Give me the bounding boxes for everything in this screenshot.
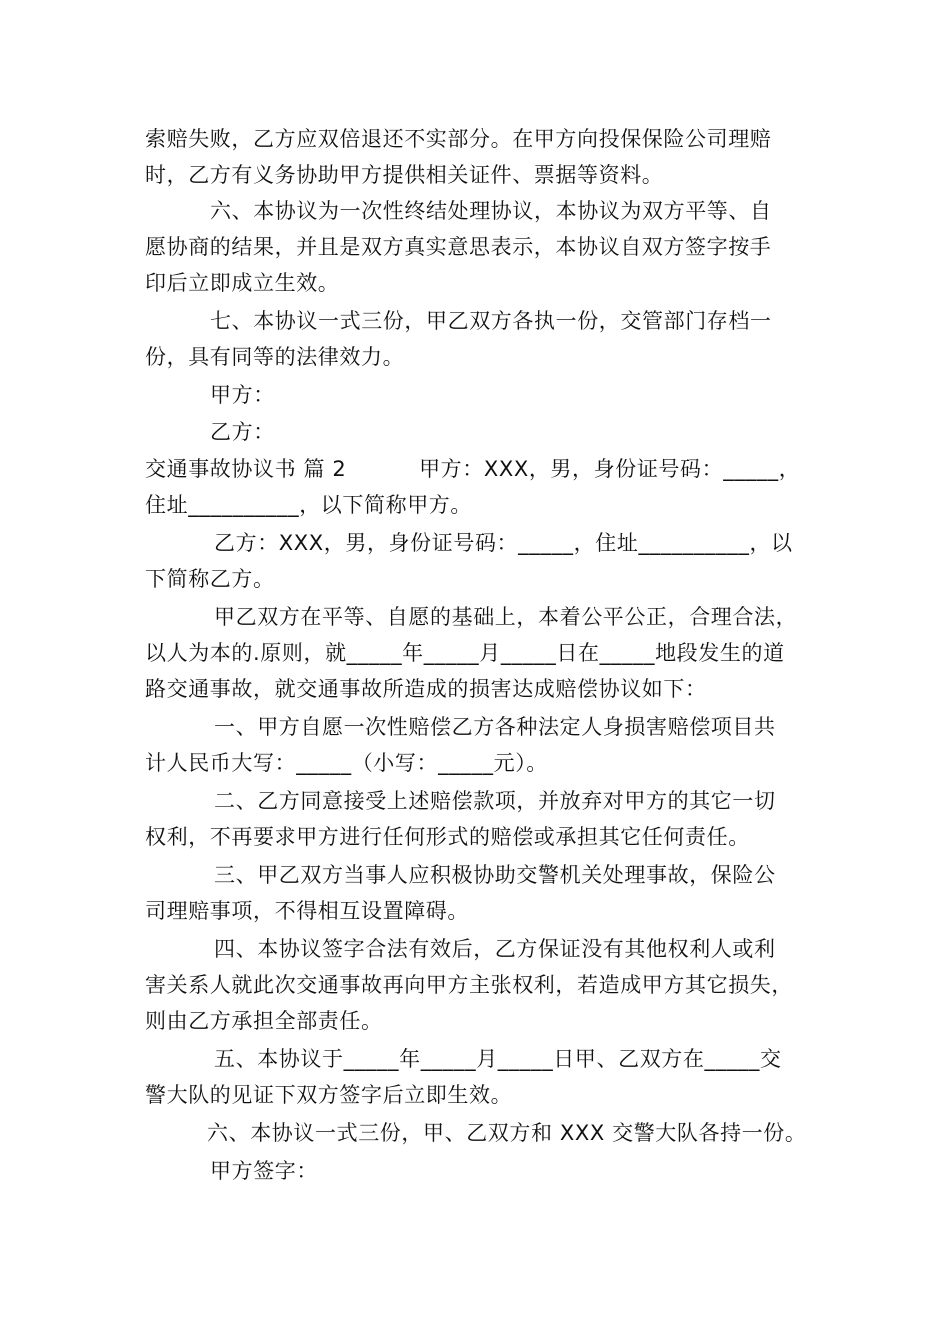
- text-line: 住址__________，以下简称甲方。: [145, 493, 472, 517]
- party-b-info-line: 乙方：XXX，男，身份证号码：_____，住址__________，以: [214, 531, 793, 555]
- clause-four-line-1: 四、本协议签字合法有效后，乙方保证没有其他权利人或利: [214, 937, 776, 961]
- clause-seven-line-1: 七、本协议一式三份，甲乙双方各执一份，交管部门存档一: [210, 309, 772, 333]
- clause-six-line-1: 六、本协议为一次性终结处理协议，本协议为双方平等、自: [210, 199, 772, 223]
- clause-six-b-line: 六、本协议一式三份，甲、乙双方和 XXX 交警大队各持一份。: [207, 1121, 807, 1145]
- text-line: 索赔失败，乙方应双倍退还不实部分。在甲方向投保保险公司理赔: [145, 127, 772, 151]
- text-line: 印后立即成立生效。: [145, 271, 340, 295]
- text-line: 以人为本的.原则，就_____年_____月_____日在_____地段发生的道: [145, 641, 785, 665]
- text-line: 时，乙方有义务协助甲方提供相关证件、票据等资料。: [145, 163, 664, 187]
- preamble-line-1: 甲乙双方在平等、自愿的基础上，本着公平公正，合理合法，: [214, 605, 798, 629]
- text-line: 计人民币大写：_____（小写：_____元）。: [145, 751, 548, 775]
- text-line: 则由乙方承担全部责任。: [145, 1009, 383, 1033]
- party-a-signature-label: 甲方签字：: [210, 1159, 318, 1183]
- text-line: 司理赔事项，不得相互设置障碍。: [145, 899, 469, 923]
- clause-two-line-1: 二、乙方同意接受上述赔偿款项，并放弃对甲方的其它一切: [214, 789, 776, 813]
- text-line: 权利，不再要求甲方进行任何形式的赔偿或承担其它任何责任。: [145, 825, 750, 849]
- clause-three-line-1: 三、甲乙双方当事人应积极协助交警机关处理事故，保险公: [214, 863, 776, 887]
- text-line: 份，具有同等的法律效力。: [145, 345, 405, 369]
- text-line: 害关系人就此次交通事故再向甲方主张权利，若造成甲方其它损失，: [145, 973, 793, 997]
- section-heading-line: 交通事故协议书 篇 2 甲方：XXX，男，身份证号码：_____，: [145, 457, 801, 481]
- text-line: 路交通事故，就交通事故所造成的损害达成赔偿协议如下：: [145, 677, 707, 701]
- party-a-label: 甲方：: [210, 383, 275, 407]
- clause-one-line-1: 一、甲方自愿一次性赔偿乙方各种法定人身损害赔偿项目共: [214, 715, 776, 739]
- text-line: 下简称乙方。: [145, 567, 275, 591]
- clause-five-line-1: 五、本协议于_____年_____月_____日甲、乙双方在_____交: [214, 1047, 782, 1071]
- text-line: 警大队的见证下双方签字后立即生效。: [145, 1083, 513, 1107]
- party-b-label: 乙方：: [210, 420, 275, 444]
- text-line: 愿协商的结果，并且是双方真实意思表示，本协议自双方签字按手: [145, 235, 772, 259]
